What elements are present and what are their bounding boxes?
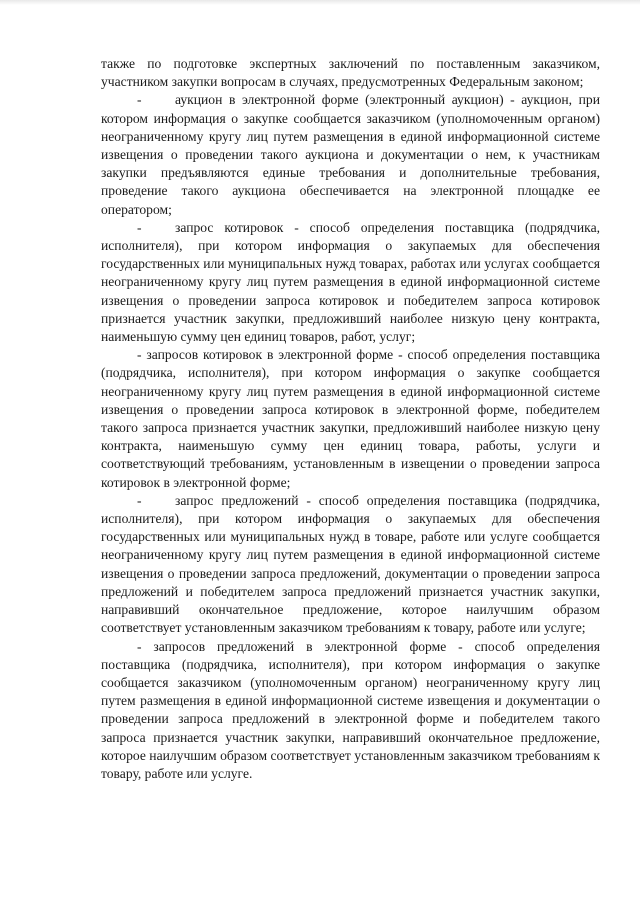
paragraph-text: запрос котировок - способ определения поставщика (подрядчика, исполнителя), при котором информация о закупаемых для обеспечения государственных или муниципальных нужд товарах, работах или услугах сообщается неограниченному кругу лиц путем размещения в единой информационной системе извещения о проведении запроса котировок и победителем запроса котировок признается участник закупки, предложивший наиболее низкую цену контракта, наименьшую сумму цен единиц товаров, работ, услуг; bbox=[101, 219, 600, 345]
list-dash: - bbox=[137, 219, 142, 235]
paragraph-intro bbox=[101, 55, 600, 91]
paragraph-quotation-request bbox=[101, 219, 600, 346]
list-dash: - bbox=[137, 92, 142, 108]
paragraph-text: также по подготовке экспертных заключений по поставленным заказчиком, участником закупки вопросам в случаях, предусмотренных Федеральным законом; bbox=[101, 56, 600, 90]
paragraph-text: аукцион в электронной форме (электронный аукцион) - аукцион, при котором информация о закупке сообщается заказчиком (уполномоченным органом) неограниченному кругу лиц путем размещения в единой информационной системе извещения о проведении такого аукциона и документации о нем, к участникам закупки предъявляются единые требования и дополнительные требования, проведение такого аукциона обеспечивается на электронной площадке ее оператором; bbox=[101, 92, 600, 217]
list-dash: - bbox=[137, 492, 142, 508]
paragraph-electronic-proposal-request bbox=[101, 638, 600, 784]
scan-edge bbox=[0, 0, 640, 5]
paragraph-text: - запросов предложений в электронной форме - способ определения поставщика (подрядчика, исполнителя), при котором информация о закупке сообщается заказчиком (уполномоченным органом) неограниченному кругу лиц путем размещения в единой информационной системе извещения и документации о проведении запроса предложений в электронной форме и победителем такого запроса признается участник закупки, направивший окончательное предложение, которое наилучшим образом соответствует установленным заказчиком требованиям к товару, работе или услуге. bbox=[101, 638, 600, 781]
paragraph-text: запрос предложений - способ определения поставщика (подрядчика, исполнителя), при котором информация о закупаемых для обеспечения государственных или муниципальных нужд в товаре, работе или услуге сообщается неограниченному кругу лиц путем размещения в единой информационной системе извещения о проведении запроса предложений, документации о проведении запроса предложений и победителем запроса предложений признается участник закупки, направивший окончательное предложение, которое наилучшим образом соответствует установленным заказчиком требованиям к товару, работе или услуге; bbox=[101, 492, 600, 636]
paragraph-text: - запросов котировок в электронной форме - способ определения поставщика (подрядчика, исполнителя), при котором информация о закупке сообщается неограниченному кругу лиц путем размещения в единой информационной системе извещения о проведении запроса котировок в электронной форме, победителем такого запроса признается участник закупки, предложивший наиболее низкую цену контракта, наименьшую сумму цен единиц товара, работы, услуги и соответствующий требованиям, установленным в извещении о проведении запроса котировок в электронной форме; bbox=[101, 347, 600, 490]
paragraph-electronic-quotation-request bbox=[101, 346, 600, 492]
paragraph-auction bbox=[101, 91, 600, 218]
document-body bbox=[101, 55, 600, 783]
paragraph-proposal-request bbox=[101, 492, 600, 638]
